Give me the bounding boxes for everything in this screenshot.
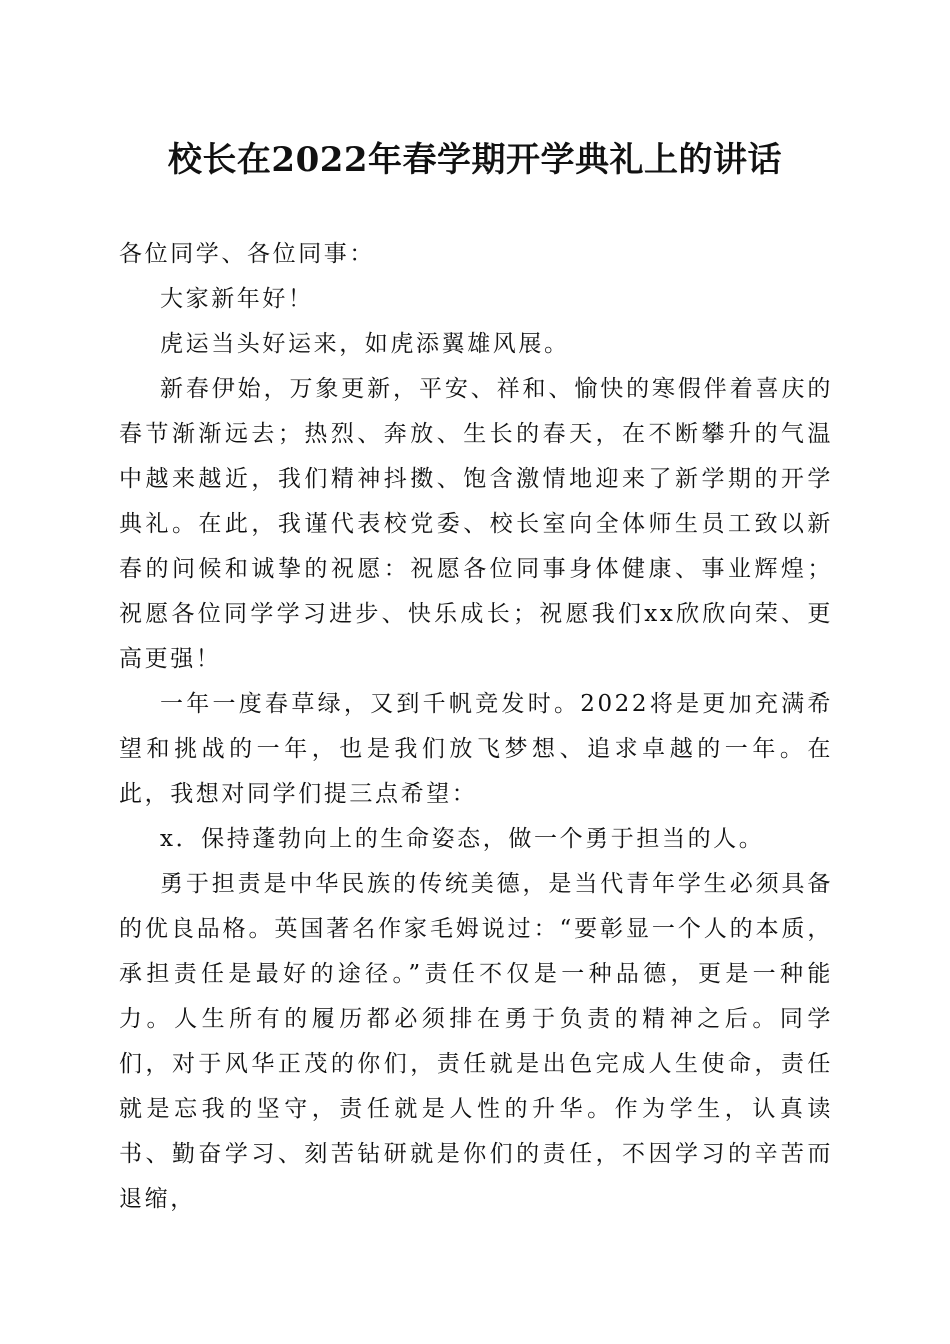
paragraph-responsibility: 勇于担责是中华民族的传统美德，是当代青年学生必须具备的优良品格。英国著名作家毛姆说过：“要彰显一个人的本质，承担责任是最好的途径。”责任不仅是一种品德，更是一种能力。人生所有的履历都必须排在勇于负责的精神之后。同学们，对于风华正茂的你们，责任就是出色完成人生使命，责任就是忘我的坚守，责任就是人性的升华。作为学生，认真读书、勤奋学习、刻苦钻研就是你们的责任，不因学习的辛苦而退缩， — [119, 871, 833, 1212]
paragraph-hope-heading: x．保持蓬勃向上的生命姿态，做一个勇于担当的人。 — [160, 826, 765, 852]
paragraph-hopes-intro: 一年一度春草绿，又到千帆竞发时。2022将是更加充满希望和挑战的一年，也是我们放飞梦想、追求卓越的一年。在此，我想对同学们提三点希望： — [119, 691, 833, 807]
salutation: 各位同学、各位同事： — [119, 241, 375, 267]
document-body — [119, 232, 833, 1222]
paragraph-greeting: 大家新年好！ — [160, 286, 314, 312]
paragraph-new-year-wishes: 新春伊始，万象更新，平安、祥和、愉快的寒假伴着喜庆的春节渐渐远去；热烈、奔放、生长的春天，在不断攀升的气温中越来越近，我们精神抖擞、饱含激情地迎来了新学期的开学典礼。在此，我谨代表校党委、校长室向全体师生员工致以新春的问候和诚挚的祝愿：祝愿各位同事身体健康、事业辉煌；祝愿各位同学学习进步、快乐成长；祝愿我们xx欣欣向荣、更高更强！ — [119, 376, 833, 672]
paragraph-couplet: 虎运当头好运来，如虎添翼雄风展。 — [160, 331, 570, 357]
document-title: 校长在2022年春学期开学典礼上的讲话 — [167, 140, 783, 180]
